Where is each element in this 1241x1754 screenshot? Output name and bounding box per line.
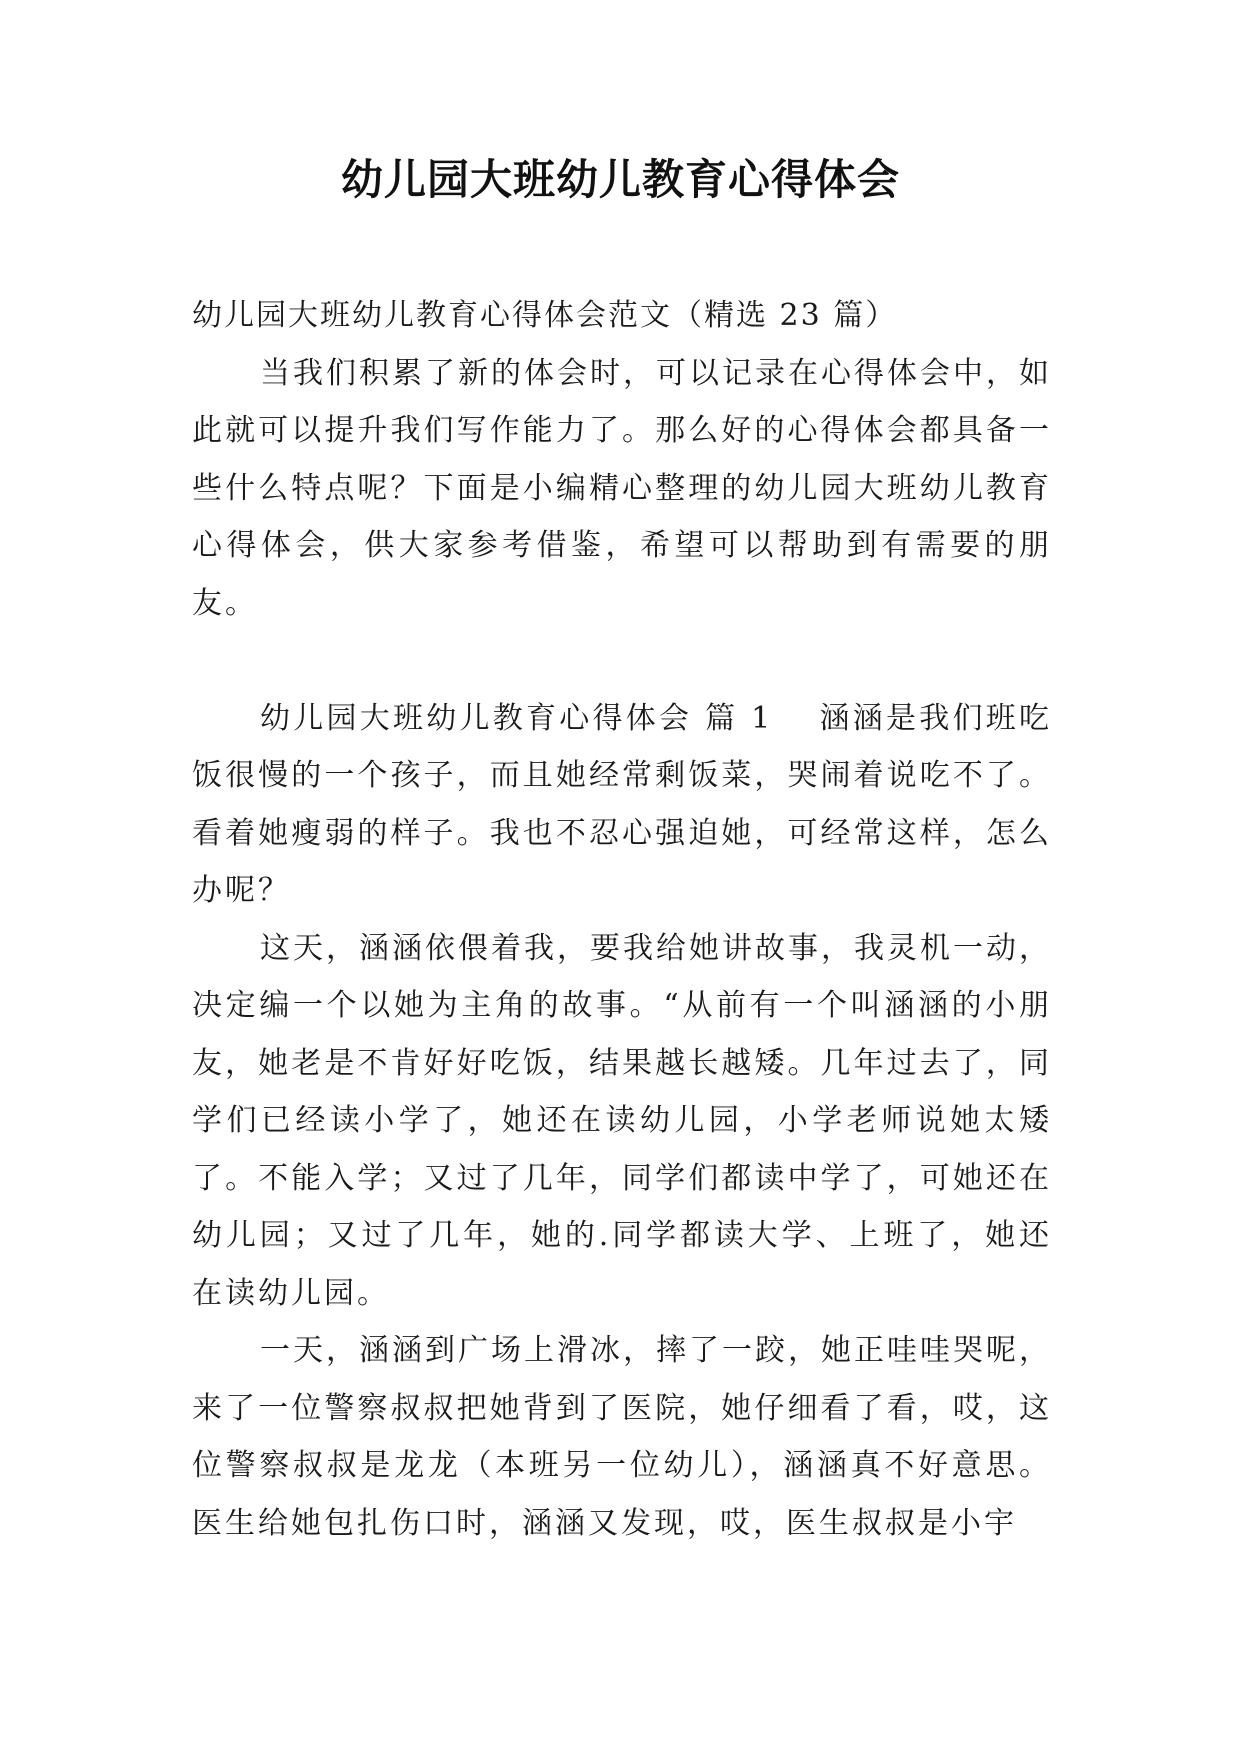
paragraph-2: 这天，涵涵依偎着我，要我给她讲故事，我灵机一动，决定编一个以她为主角的故事。“从前有一个叫涵涵的小朋友，她老是不肯好好吃饭，结果越长越矮。几年过去了，同学们已经读小学了，她还在读幼儿园，小学老师说她太矮了。不能入学；又过了几年，同学们都读中学了，可她还在幼儿园；又过了几年，她的.同学都读大学、上班了，她还在读幼儿园。 bbox=[192, 930, 1052, 1311]
section-heading: 幼儿园大班幼儿教育心得体会 篇 1 bbox=[260, 700, 774, 736]
document-body bbox=[192, 287, 1052, 1552]
paragraph-spacer bbox=[192, 632, 1052, 690]
document-title: 幼儿园大班幼儿教育心得体会 bbox=[340, 155, 900, 204]
document-subtitle: 幼儿园大班幼儿教育心得体会范文（精选 23 篇） bbox=[192, 298, 898, 333]
intro-paragraph: 当我们积累了新的体会时，可以记录在心得体会中，如此就可以提升我们写作能力了。那么好的心得体会都具备一些什么特点呢？下面是小编精心整理的幼儿园大班幼儿教育心得体会，供大家参考借鉴，希望可以帮助到有需要的朋友。 bbox=[192, 355, 1052, 621]
section-1-paragraph bbox=[192, 690, 1052, 920]
section-first-text: 涵涵是我们班吃饭很慢的一个孩子，而且她经常剩饭菜，哭闹着说吃不了。看着她瘦弱的样子。我也不忍心强迫她，可经常这样，怎么办呢？ bbox=[192, 700, 1052, 908]
paragraph-3: 一天，涵涵到广场上滑冰，摔了一跤，她正哇哇哭呢，来了一位警察叔叔把她背到了医院，她仔细看了看，哎，这位警察叔叔是龙龙（本班另一位幼儿），涵涵真不好意思。医生给她包扎伤口时，涵涵又发现，哎，医生叔叔是小宇 bbox=[192, 1333, 1052, 1541]
